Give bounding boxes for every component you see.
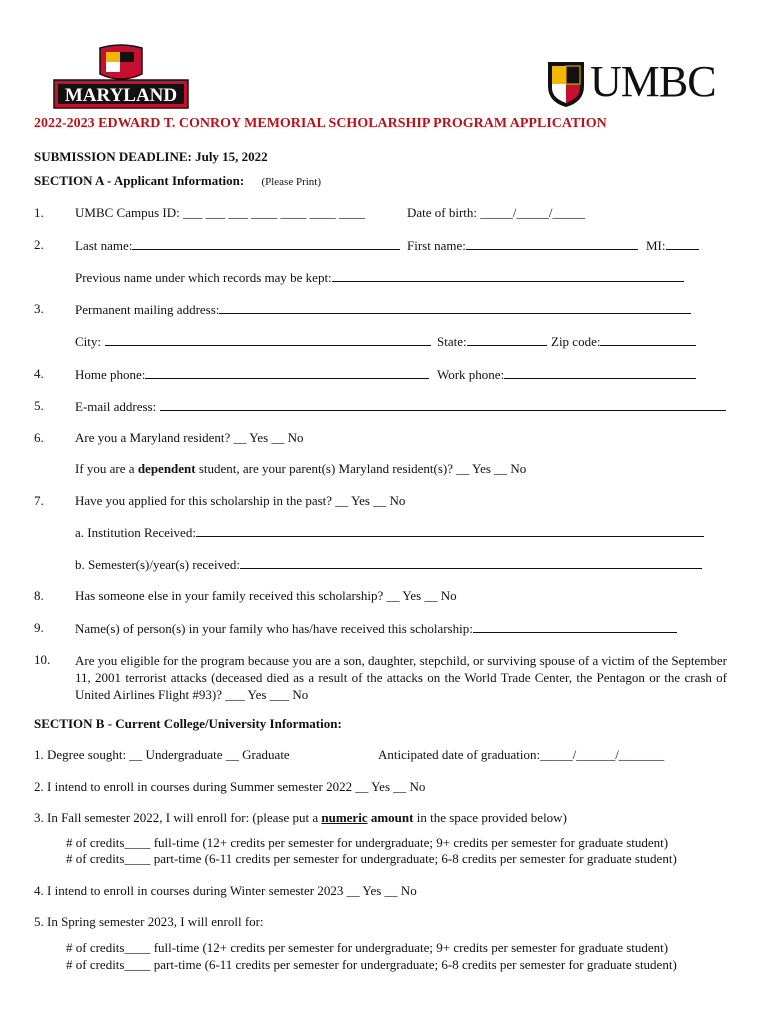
zip-code-line (600, 333, 696, 346)
semesters-received-line (240, 556, 702, 569)
dependent-text-pre: If you are a (75, 461, 138, 476)
email-line (160, 398, 726, 411)
work-phone-line (504, 366, 696, 379)
maryland-logo (52, 44, 190, 110)
institution-received-field[interactable] (75, 524, 704, 541)
zip-code-label: Zip code: (551, 334, 601, 349)
form-title: 2022-2023 EDWARD T. CONROY MEMORIAL SCHOLARSHIP PROGRAM APPLICATION (34, 116, 607, 131)
dependent-text-post: student, are your parent(s) Maryland resident(s)? __ Yes __ No (195, 461, 527, 476)
first-name-line (466, 237, 638, 250)
fall-part-time-credits[interactable]: # of credits____ part-time (6-11 credits per semester for undergraduate; 6-8 credits per semester for graduate student) (66, 851, 677, 866)
numeric-emphasis: numeric (321, 810, 368, 825)
middle-initial-label: MI: (646, 238, 666, 253)
last-name-line (132, 237, 400, 250)
date-of-birth-field[interactable]: Date of birth: _____/_____/_____ (407, 205, 586, 220)
middle-initial-field[interactable] (646, 237, 699, 254)
middle-initial-line (666, 237, 699, 250)
section-a-heading: SECTION A - Applicant Information: (34, 173, 245, 188)
q6-number: 6. (34, 430, 44, 445)
mailing-address-field[interactable] (75, 301, 691, 318)
spring-part-time-credits[interactable]: # of credits____ part-time (6-11 credits per semester for undergraduate; 6-8 credits per semester for graduate student) (66, 957, 677, 972)
q2-number: 2. (34, 237, 44, 252)
winter-enroll-question[interactable]: 4. I intend to enroll in courses during Winter semester 2023 __ Yes __ No (34, 883, 417, 898)
city-label: City: (75, 334, 102, 349)
first-name-label: First name: (407, 238, 466, 253)
submission-deadline: SUBMISSION DEADLINE: July 15, 2022 (34, 149, 268, 164)
spring-full-time-credits[interactable]: # of credits____ full-time (12+ credits per semester for undergraduate; 9+ credits per semester for graduate student) (66, 940, 669, 955)
work-phone-label: Work phone: (437, 367, 505, 382)
maryland-logo-text: MARYLAND (64, 85, 178, 106)
first-name-field[interactable] (407, 237, 638, 254)
email-label: E-mail address: (75, 399, 157, 414)
applied-before-question[interactable]: Have you applied for this scholarship in the past? __ Yes __ No (75, 493, 406, 508)
fall-enroll-question (34, 810, 567, 826)
degree-sought-question[interactable]: 1. Degree sought: __ Undergraduate __ Graduate (34, 747, 290, 762)
campus-id-blanks: ___ ___ ___ ____ ____ ____ ____ (182, 205, 365, 220)
umbc-logo-text: UMBC (590, 57, 716, 106)
city-field[interactable] (75, 333, 431, 350)
dependent-bold: dependent (137, 461, 196, 476)
fall-enroll-text-pre: 3. In Fall semester 2022, I will enroll for: (please put a (34, 810, 322, 825)
state-field[interactable] (437, 333, 547, 350)
campus-id-label: UMBC Campus ID: (75, 205, 180, 220)
q5-number: 5. (34, 398, 44, 413)
section-b-heading: SECTION B - Current College/University Information: (34, 716, 342, 731)
semesters-received-label: b. Semester(s)/year(s) received: (75, 557, 240, 572)
section-a-header (34, 173, 321, 189)
zip-code-field[interactable] (551, 333, 696, 350)
state-line (467, 333, 547, 346)
last-name-field[interactable] (75, 237, 400, 254)
semesters-received-field[interactable] (75, 556, 702, 573)
family-names-label: Name(s) of person(s) in your family who has/have received this scholarship: (75, 621, 473, 636)
previous-name-field[interactable] (75, 269, 684, 286)
institution-received-label: a. Institution Received: (75, 525, 196, 540)
fall-enroll-text-post: in the space provided below) (413, 810, 567, 825)
work-phone-field[interactable] (437, 366, 696, 383)
mailing-address-label: Permanent mailing address: (75, 302, 220, 317)
institution-received-line (196, 524, 704, 537)
umbc-logo (546, 57, 728, 110)
fall-full-time-credits[interactable]: # of credits____ full-time (12+ credits per semester for undergraduate; 9+ credits per semester for graduate student) (66, 835, 669, 850)
family-names-line (473, 620, 677, 633)
q3-number: 3. (34, 301, 44, 316)
maryland-resident-question[interactable]: Are you a Maryland resident? __ Yes __ No (75, 430, 304, 445)
q8-number: 8. (34, 588, 44, 603)
q1-number: 1. (34, 205, 44, 220)
september-11-eligibility-question[interactable]: Are you eligible for the program because you are a son, daughter, stepchild, or surviving spouse of a victim of the September 11, 2001 terrorist attacks (deceased died as a result of the attacks on the World Trade Center, the Pentagon or the crash of United Airlines Flight #93)? ___ Yes ___ No (75, 653, 727, 702)
previous-name-label: Previous name under which records may be kept: (75, 270, 332, 285)
q7-number: 7. (34, 493, 44, 508)
spring-enroll-question: 5. In Spring semester 2023, I will enroll for: (34, 914, 264, 929)
please-print-note: (Please Print) (261, 176, 322, 188)
state-label: State: (437, 334, 467, 349)
home-phone-field[interactable] (75, 366, 429, 383)
campus-id-field[interactable] (75, 205, 365, 221)
q10-number: 10. (34, 652, 51, 667)
dependent-resident-question[interactable] (75, 461, 526, 477)
amount-emphasis: amount (367, 810, 414, 825)
graduation-date-field[interactable]: Anticipated date of graduation:_____/______/_______ (378, 747, 665, 762)
family-received-question[interactable]: Has someone else in your family received this scholarship? __ Yes __ No (75, 588, 457, 603)
city-line (105, 333, 431, 346)
mailing-address-line (219, 301, 691, 314)
family-names-field[interactable] (75, 620, 677, 637)
home-phone-line (145, 366, 429, 379)
previous-name-line (332, 269, 684, 282)
summer-enroll-question[interactable]: 2. I intend to enroll in courses during Summer semester 2022 __ Yes __ No (34, 779, 426, 794)
q9-number: 9. (34, 620, 44, 635)
q4-number: 4. (34, 366, 44, 381)
email-field[interactable] (75, 398, 726, 415)
home-phone-label: Home phone: (75, 367, 146, 382)
last-name-label: Last name: (75, 238, 133, 253)
